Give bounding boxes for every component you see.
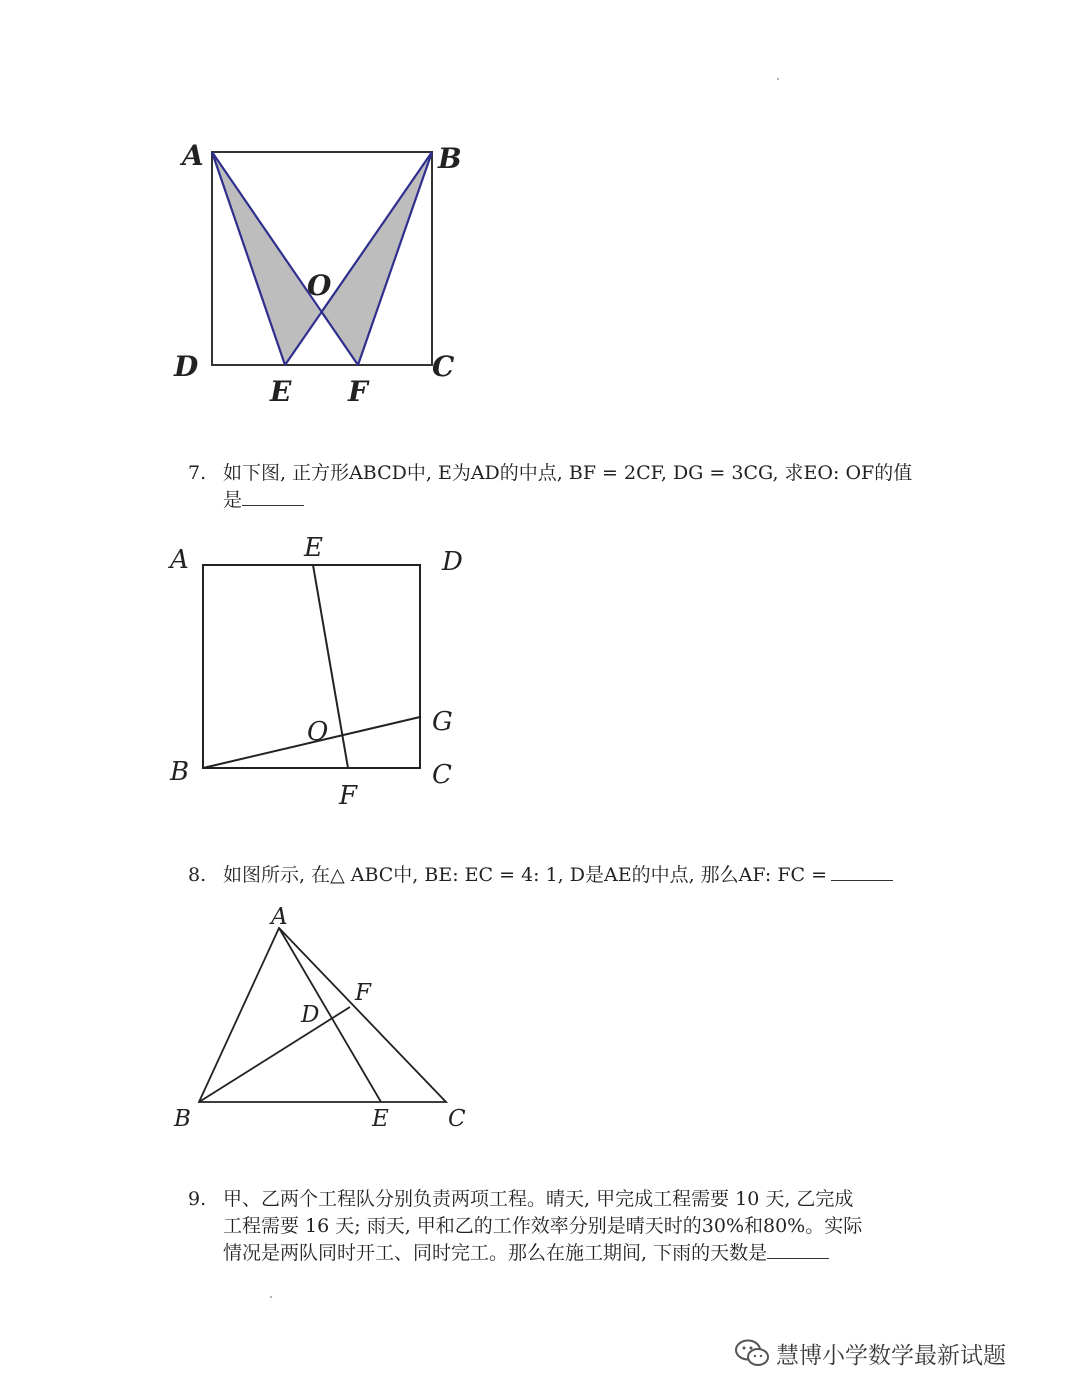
- label-c-7: C: [432, 760, 452, 790]
- label-c: C: [432, 350, 455, 383]
- label-b: B: [438, 142, 462, 175]
- question-7-line-2-text: 是: [223, 489, 243, 511]
- question-7-line-1: 如下图, 正方形ABCD中, E为AD的中点, BF = 2CF, DG = 3CG, 求EO: OF的值: [223, 462, 913, 484]
- scan-speck-2: [270, 1296, 272, 1298]
- question-7-number: 7.: [188, 462, 207, 484]
- square-abcd: [212, 152, 432, 365]
- figure-7-svg: [160, 530, 480, 820]
- label-d-8: D: [301, 1002, 320, 1028]
- answer-blank-7[interactable]: [242, 487, 304, 506]
- question-9-number: 9.: [188, 1188, 207, 1210]
- question-7-text: [223, 460, 912, 514]
- label-a-8: A: [271, 904, 288, 930]
- question-7-line-2: [223, 487, 912, 514]
- question-9-line-2: 工程需要 16 天; 雨天, 甲和乙的工作效率分别是晴天时的30%和80%。实际: [223, 1215, 863, 1237]
- scan-speck: [777, 78, 779, 80]
- question-8-number: 8.: [188, 864, 207, 886]
- label-d: D: [174, 350, 199, 383]
- wechat-icon: [734, 1338, 770, 1368]
- label-b-8: B: [174, 1106, 191, 1132]
- figure-8-triangle: [168, 900, 488, 1140]
- shaded-triangle-left: [212, 152, 320, 365]
- line-a-e-8: [279, 928, 381, 1102]
- figure-8-svg: [168, 900, 488, 1140]
- figure-7-square: [160, 530, 480, 820]
- figure-6-svg: [170, 135, 480, 415]
- label-o-7: O: [307, 717, 329, 747]
- answer-blank-9[interactable]: [767, 1240, 829, 1259]
- figure-6-square: [170, 135, 480, 415]
- question-9-line-3: [223, 1240, 862, 1267]
- question-9: [188, 1186, 948, 1276]
- label-b-7: B: [170, 757, 190, 787]
- question-8-text: [223, 862, 893, 889]
- question-9-line-1: 甲、乙两个工程队分别负责两项工程。晴天, 甲完成工程需要 10 天, 乙完成: [223, 1188, 854, 1210]
- question-8-line-1: 如图所示, 在△ ABC中, BE: EC = 4: 1, D是AE的中点, 那么AF: FC =: [223, 864, 828, 886]
- label-a: A: [182, 139, 204, 172]
- answer-blank-8[interactable]: [831, 862, 893, 881]
- triangle-abc: [199, 928, 446, 1102]
- label-c-8: C: [448, 1106, 466, 1132]
- question-9-text: [223, 1186, 862, 1267]
- watermark-text: 慧博小学数学最新试题: [776, 1342, 1006, 1369]
- label-a-7: A: [170, 545, 189, 575]
- label-f-8: F: [355, 980, 371, 1006]
- label-g-7: G: [432, 707, 453, 737]
- label-o: O: [307, 269, 332, 302]
- label-f: F: [348, 375, 368, 408]
- label-e-7: E: [304, 533, 323, 563]
- label-e: E: [270, 375, 292, 408]
- watermark: [734, 1333, 1006, 1373]
- label-e-8: E: [372, 1106, 389, 1132]
- question-9-line-3-text: 情况是两队同时开工、同时完工。那么在施工期间, 下雨的天数是: [223, 1242, 768, 1264]
- label-f-7: F: [339, 781, 358, 811]
- question-7: [188, 460, 948, 520]
- label-d-7: D: [442, 547, 463, 577]
- question-8: [188, 862, 948, 892]
